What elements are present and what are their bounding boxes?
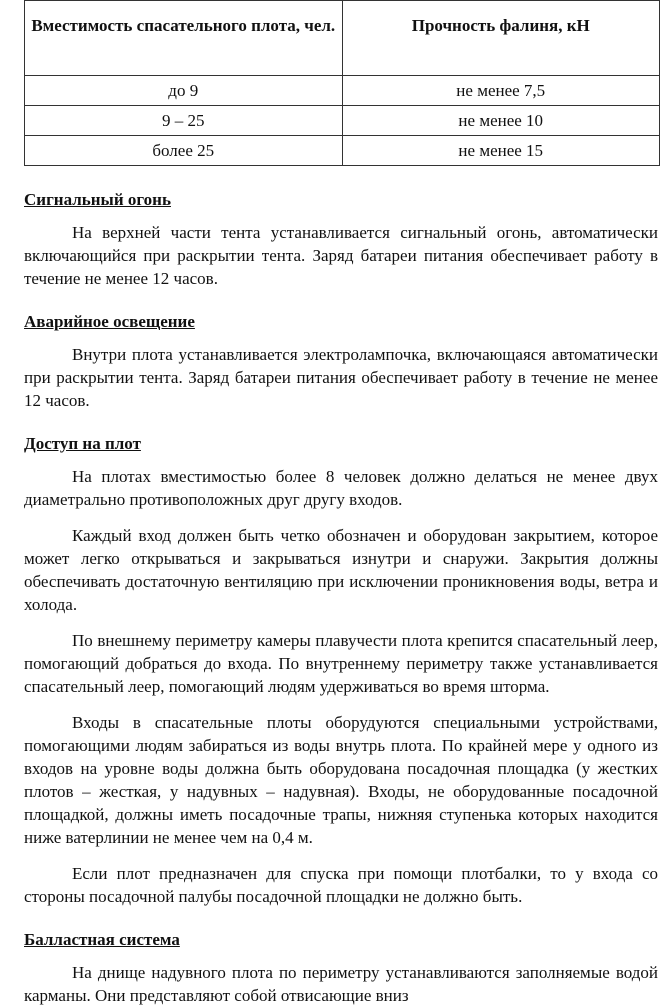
table-cell-strength: не менее 10 (342, 106, 660, 136)
table-cell-strength: не менее 15 (342, 136, 660, 166)
paragraph: Входы в спасательные плоты оборудуются специальными устройствами, помогающими людям забираться из воды внутрь плота. По крайней мере у одного из входов на уровне воды должна быть оборудована посадочная площадка (у жестких плотов – жесткая, у надувных – надувная). Входы, не оборудованные посадочной площадкой, должны иметь посадочные трапы, нижняя ступенька которых находится ниже ватерлинии не менее чем на 0,4 м. (24, 713, 658, 847)
paragraph: Каждый вход должен быть четко обозначен и оборудован закрытием, которое может легко открываться и закрываться изнутри и снаружи. Закрытия должны обеспечивать достаточную вентиляцию при исключении проникновения воды, ветра и холода. (24, 526, 658, 614)
table-cell-capacity: до 9 (25, 76, 343, 106)
table-cell-capacity: 9 – 25 (25, 106, 343, 136)
section-raft-access (24, 432, 658, 908)
section-heading: Доступ на плот (24, 434, 141, 453)
table-header-strength: Прочность фалиня, кН (342, 1, 660, 76)
section-emergency-lighting (24, 310, 658, 412)
section-heading: Балластная система (24, 930, 180, 949)
table-cell-capacity: более 25 (25, 136, 343, 166)
table-row (25, 136, 660, 166)
paragraph: Если плот предназначен для спуска при помощи плотбалки, то у входа со стороны посадочной палубы посадочной площадки не должно быть. (24, 864, 658, 906)
table-row (25, 76, 660, 106)
section-heading: Сигнальный огонь (24, 190, 171, 209)
table-header-capacity: Вместимость спасательного плота, чел. (25, 1, 343, 76)
section-ballast-system (24, 928, 658, 1007)
painter-strength-table (24, 0, 660, 166)
paragraph: На днище надувного плота по периметру устанавливаются заполняемые водой карманы. Они представляют собой отвисающие вниз (24, 963, 658, 1005)
table-cell-strength: не менее 7,5 (342, 76, 660, 106)
paragraph: Внутри плота устанавливается электролампочка, включающаяся автоматически при раскрытии тента. Заряд батареи питания обеспечивает работу в течение не менее 12 часов. (24, 345, 658, 410)
paragraph: По внешнему периметру камеры плавучести плота крепится спасательный леер, помогающий добраться до входа. По внутреннему периметру также устанавливается спасательный леер, помогающий людям удерживаться во время шторма. (24, 631, 658, 696)
paragraph: На верхней части тента устанавливается сигнальный огонь, автоматически включающийся при раскрытии тента. Заряд батареи питания обеспечивает работу в течение не менее 12 часов. (24, 223, 658, 288)
table-header-row (25, 1, 660, 76)
section-signal-light (24, 188, 658, 290)
paragraph: На плотах вместимостью более 8 человек должно делаться не менее двух диаметрально противоположных друг другу входов. (24, 467, 658, 509)
table-row (25, 106, 660, 136)
section-heading: Аварийное освещение (24, 312, 195, 331)
